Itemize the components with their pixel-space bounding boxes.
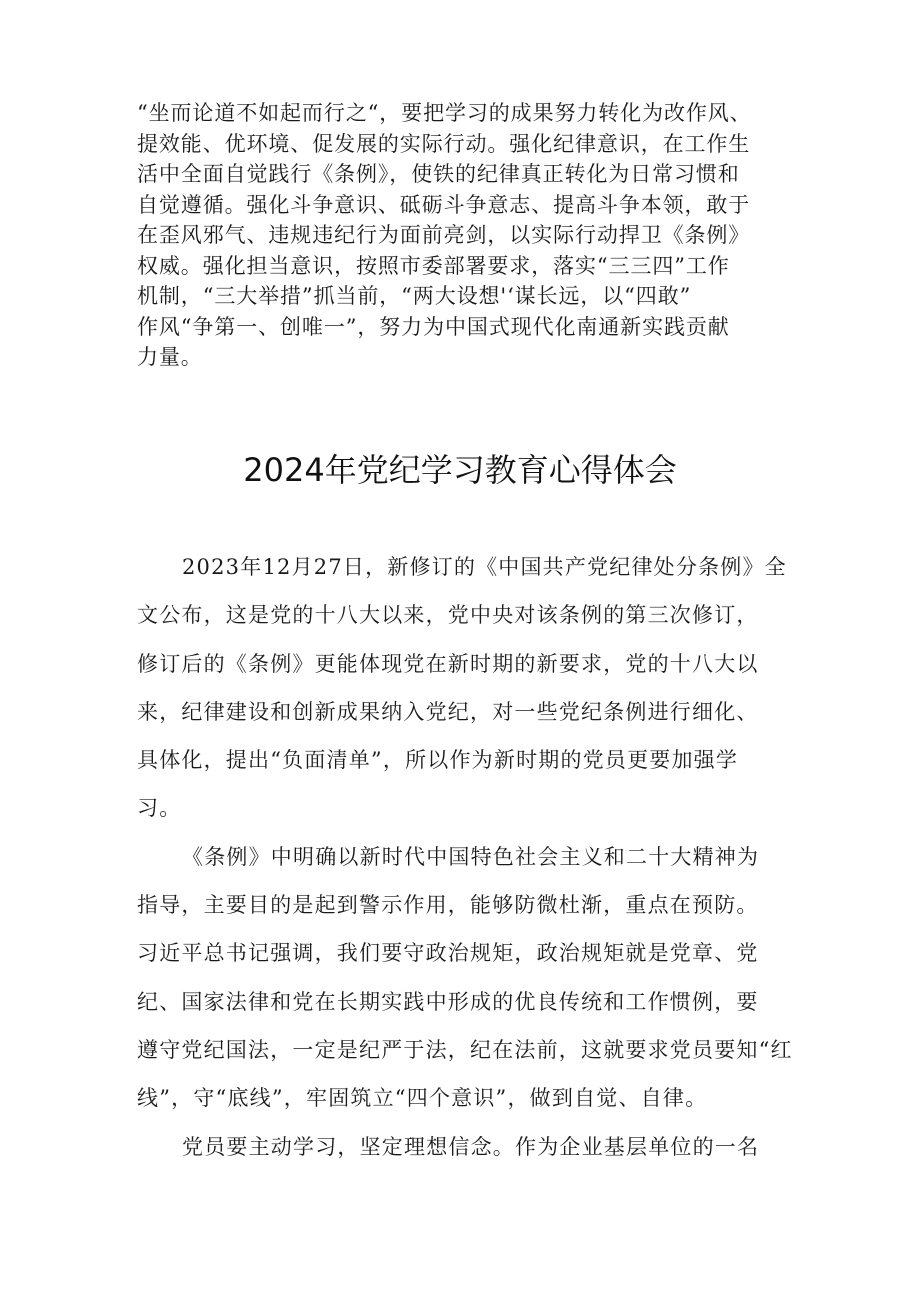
text-line: 机制，“三大举措”抓当前，“两大设想'‘谋长远，以“四敢”	[137, 284, 692, 308]
text-line: 具体化，提出“负面清单”，所以作为新时期的党员更要加强学	[137, 748, 739, 773]
text-line: 在歪风邪气、违规违纪行为面前亮剑，以实际行动捍卫《条例》	[137, 223, 751, 247]
text-line: 遵守党纪国法，一定是纪严于法，纪在法前，这就要求党员要知“红	[137, 1037, 793, 1062]
text-line: 线”，守“底线”，牢固筑立“四个意识”，做到自觉、自律。	[137, 1086, 708, 1111]
text-line: 提效能、优环境、促发展的实际行动。强化纪律意识，在工作生	[137, 131, 751, 156]
text-line: “坐而论道不如起而行之“，要把学习的成果努力转化为改作风、	[137, 101, 752, 125]
text-line: 文公布，这是党的十八大以来，党中央对该条例的第三次修订，	[137, 603, 759, 628]
text-line: 纪、国家法律和党在长期实践中形成的优良传统和工作惯例，要	[137, 989, 759, 1014]
document-title: 2024年党纪学习教育心得体会	[243, 451, 677, 489]
paragraph-first-line: 党员要主动学习，坚定理想信念。作为企业基层单位的一名	[182, 1134, 760, 1159]
text-line: 指导，主要目的是起到警示作用，能够防微杜渐，重点在预防。	[137, 893, 759, 918]
paragraph-first-line: 2023年12月27日，新修订的《中国共产党纪律处分条例》全	[182, 555, 787, 579]
article-body	[137, 543, 797, 1171]
paragraph-first-line: 《条例》中明确以新时代中国特色社会主义和二十大精神为	[182, 844, 760, 869]
text-line: 活中全面自觉践行《条例》，使铁的纪律真正转化为日常习惯和	[137, 162, 740, 186]
text-line: 习近平总书记强调，我们要守政治规矩，政治规矩就是党章、党	[137, 941, 759, 966]
text-line: 自觉遵循。强化斗争意识、砥砺斗争意志、提高斗争本领，敢于	[137, 192, 751, 217]
text-line: 作风“争第一、创唯一”，努力为中国式现代化南通新实践贡献	[137, 314, 730, 339]
text-line: 习。	[137, 796, 182, 821]
text-line: 力量。	[137, 345, 203, 369]
text-line: 修订后的《条例》更能体现党在新时期的新要求，党的十八大以	[137, 651, 759, 676]
continued-paragraph	[137, 98, 797, 373]
text-line: 权威。强化担当意识，按照市委部署要求，落实“三三四”工作	[137, 253, 730, 278]
text-line: 来，纪律建设和创新成果纳入党纪，对一些党纪条例进行细化、	[137, 699, 759, 724]
